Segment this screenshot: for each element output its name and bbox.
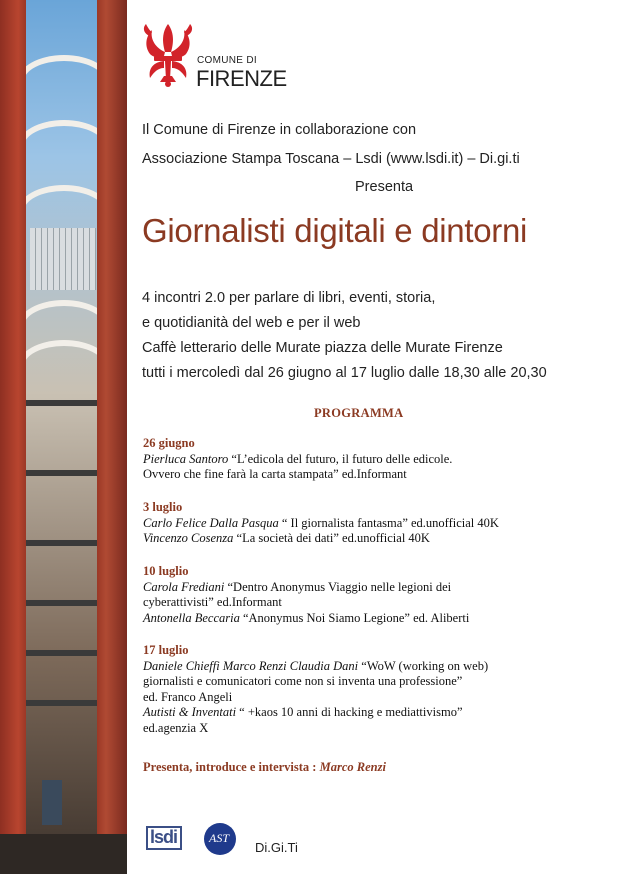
logo-text-small: COMUNE DI: [197, 55, 257, 66]
event-date: 26 giugno: [143, 436, 195, 450]
program-event-3: [143, 564, 469, 626]
event-line: [143, 531, 499, 547]
lsdi-logo-text: lsdi: [150, 827, 178, 847]
walkway-beam: [20, 400, 108, 406]
event-line: [143, 611, 469, 627]
comune-di-firenze-logo: [142, 22, 302, 92]
speaker-name: Carlo Felice Dalla Pasqua: [143, 515, 279, 530]
event-date: 17 luglio: [143, 643, 189, 657]
presenter-name: Marco Renzi: [319, 760, 386, 774]
digiti-logo: Di.Gi.Ti: [255, 840, 298, 855]
event-text: “WoW (working on web): [358, 658, 489, 673]
event-text: “Dentro Anonymus Viaggio nelle legioni dei: [224, 579, 452, 594]
walkway-beam: [20, 600, 108, 606]
event-text: “La società dei dati” ed.unofficial 40K: [233, 531, 430, 545]
brick-wall-right: [97, 0, 127, 874]
speaker-name: Carola Frediani: [143, 579, 225, 594]
closing-line: [143, 760, 386, 776]
floor: [0, 834, 127, 874]
event-line: [143, 705, 488, 721]
intro-line-1: Il Comune di Firenze in collaborazione con: [142, 122, 417, 138]
corridor-photo: [0, 0, 127, 874]
lsdi-logo: [146, 826, 184, 852]
speaker-name: Antonella Beccaria: [143, 610, 240, 625]
event-line: [143, 516, 499, 532]
event-text: “ +kaos 10 anni di hacking e mediattivismo”: [236, 705, 463, 719]
speaker-name: Daniele Chieffi Marco Renzi Claudia Dani: [143, 658, 359, 673]
speaker-name: Vincenzo Cosenza: [143, 531, 234, 545]
ast-logo: [204, 823, 236, 855]
event-line: cyberattivisti” ed.Informant: [143, 595, 282, 609]
speaker-name: Pierluca Santoro: [143, 451, 229, 466]
description-line: e quotidianità del web e per il web: [142, 315, 361, 331]
walkway-beam: [20, 540, 108, 546]
description-line: tutti i mercoledì dal 26 giugno al 17 luglio dalle 18,30 alle 20,30: [142, 365, 547, 381]
event-text: “L’edicola del futuro, il futuro delle edicole.: [228, 451, 453, 466]
description-line: 4 incontri 2.0 per parlare di libri, eventi, storia,: [142, 290, 436, 306]
event-date: 10 luglio: [143, 564, 189, 578]
walkway-beam: [20, 700, 108, 706]
presenta-label: Presenta: [355, 179, 414, 195]
program-event-2: [143, 500, 499, 547]
door: [42, 780, 62, 825]
walkway-beam: [20, 650, 108, 656]
event-line: ed. Franco Angeli: [143, 689, 233, 704]
event-text: “Anonymus Noi Siamo Legione” ed. Aliberti: [239, 610, 470, 625]
program-event-1: [143, 436, 452, 483]
event-line: Ovvero che fine farà la carta stampata” ed.Informant: [143, 467, 407, 481]
speaker-name: Autisti & Inventati: [143, 705, 237, 719]
event-text: “ Il giornalista fantasma” ed.unofficial 40K: [278, 515, 499, 530]
event-title: Giornalisti digitali e dintorni: [142, 212, 528, 249]
closing-label: Presenta, introduce e intervista :: [143, 760, 320, 774]
brick-wall-left: [0, 0, 26, 874]
description-line: Caffè letterario delle Murate piazza delle Murate Firenze: [142, 340, 503, 356]
logo-text-big: FIRENZE: [196, 66, 287, 91]
event-line: [143, 659, 488, 675]
intro-line-2: Associazione Stampa Toscana – Lsdi (www.lsdi.it) – Di.gi.ti: [142, 151, 520, 167]
event-line: ed.agenzia X: [143, 720, 209, 735]
ast-logo-text: AST: [209, 831, 230, 845]
florence-lily-icon: [142, 22, 194, 88]
skylight-window: [30, 228, 96, 290]
event-line: giornalisti e comunicatori come non si inventa una professione”: [143, 674, 463, 688]
program-event-4: [143, 643, 488, 736]
walkway-beam: [20, 470, 108, 476]
event-line: [143, 452, 452, 468]
event-date: 3 luglio: [143, 500, 183, 514]
event-line: [143, 580, 469, 596]
programma-heading: PROGRAMMA: [314, 406, 404, 420]
